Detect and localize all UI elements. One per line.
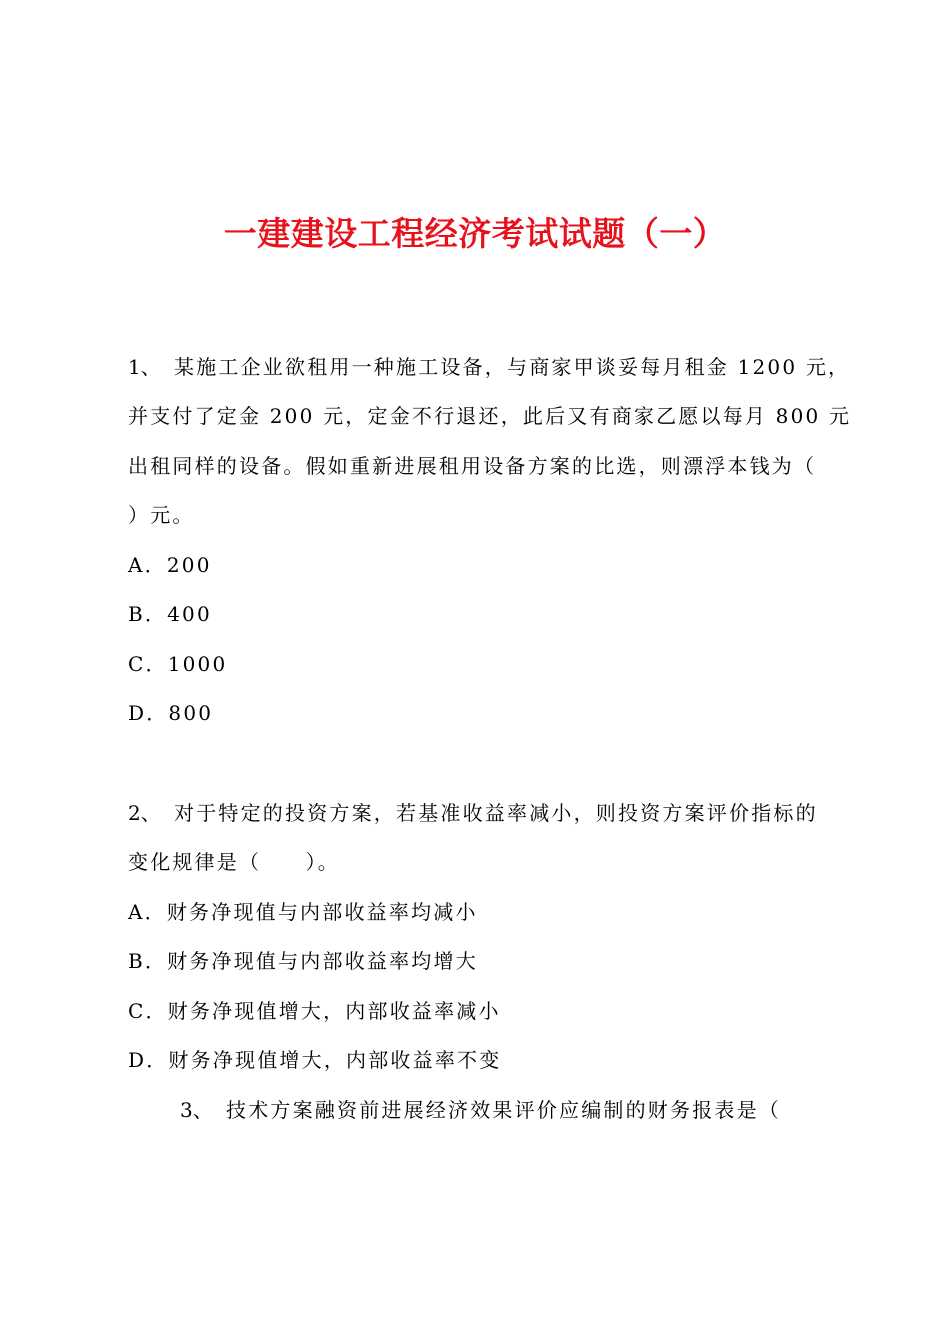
question-1-option-d: D．800 — [128, 701, 214, 725]
question-1-option-a: A．200 — [128, 553, 212, 577]
question-2-option-a: A．财务净现值与内部收益率均减小 — [128, 900, 478, 924]
question-1-option-b: B．400 — [128, 602, 212, 626]
question-1-option-c: C．1000 — [128, 652, 228, 676]
question-1-stem-line: ）元。 — [128, 503, 195, 527]
question-2-line-1 — [128, 799, 818, 827]
question-2-stem-line: 变化规律是（ ）。 — [128, 850, 340, 874]
question-2-stem-text: 对于特定的投资方案，若基准收益率减小，则投资方案评价指标的 — [174, 801, 818, 825]
question-3-stem-text: 技术方案融资前进展经济效果评价应编制的财务报表是（ — [226, 1098, 781, 1122]
question-1-number: 1、 — [128, 355, 161, 379]
question-2-number: 2、 — [128, 801, 161, 825]
question-2-option-b: B．财务净现值与内部收益率均增大 — [128, 949, 478, 973]
question-1-stem-line: 出租同样的设备。假如重新进展租用设备方案的比选，则漂浮本钱为（ — [128, 454, 817, 478]
question-3-number: 3、 — [180, 1098, 213, 1122]
question-1-stem-text: 某施工企业欲租用一种施工设备，与商家甲谈妥每月租金 1200 元， — [174, 355, 851, 379]
document-title: 一建建设工程经济考试试题（一） — [223, 214, 727, 253]
question-3-line-1 — [180, 1096, 781, 1124]
question-1-stem-line: 并支付了定金 200 元，定金不行退还，此后又有商家乙愿以每月 800 元 — [128, 404, 852, 428]
question-2-option-d: D．财务净现值增大，内部收益率不变 — [128, 1048, 502, 1072]
question-1-line-1 — [128, 353, 850, 381]
question-2-option-c: C．财务净现值增大，内部收益率减小 — [128, 999, 501, 1023]
